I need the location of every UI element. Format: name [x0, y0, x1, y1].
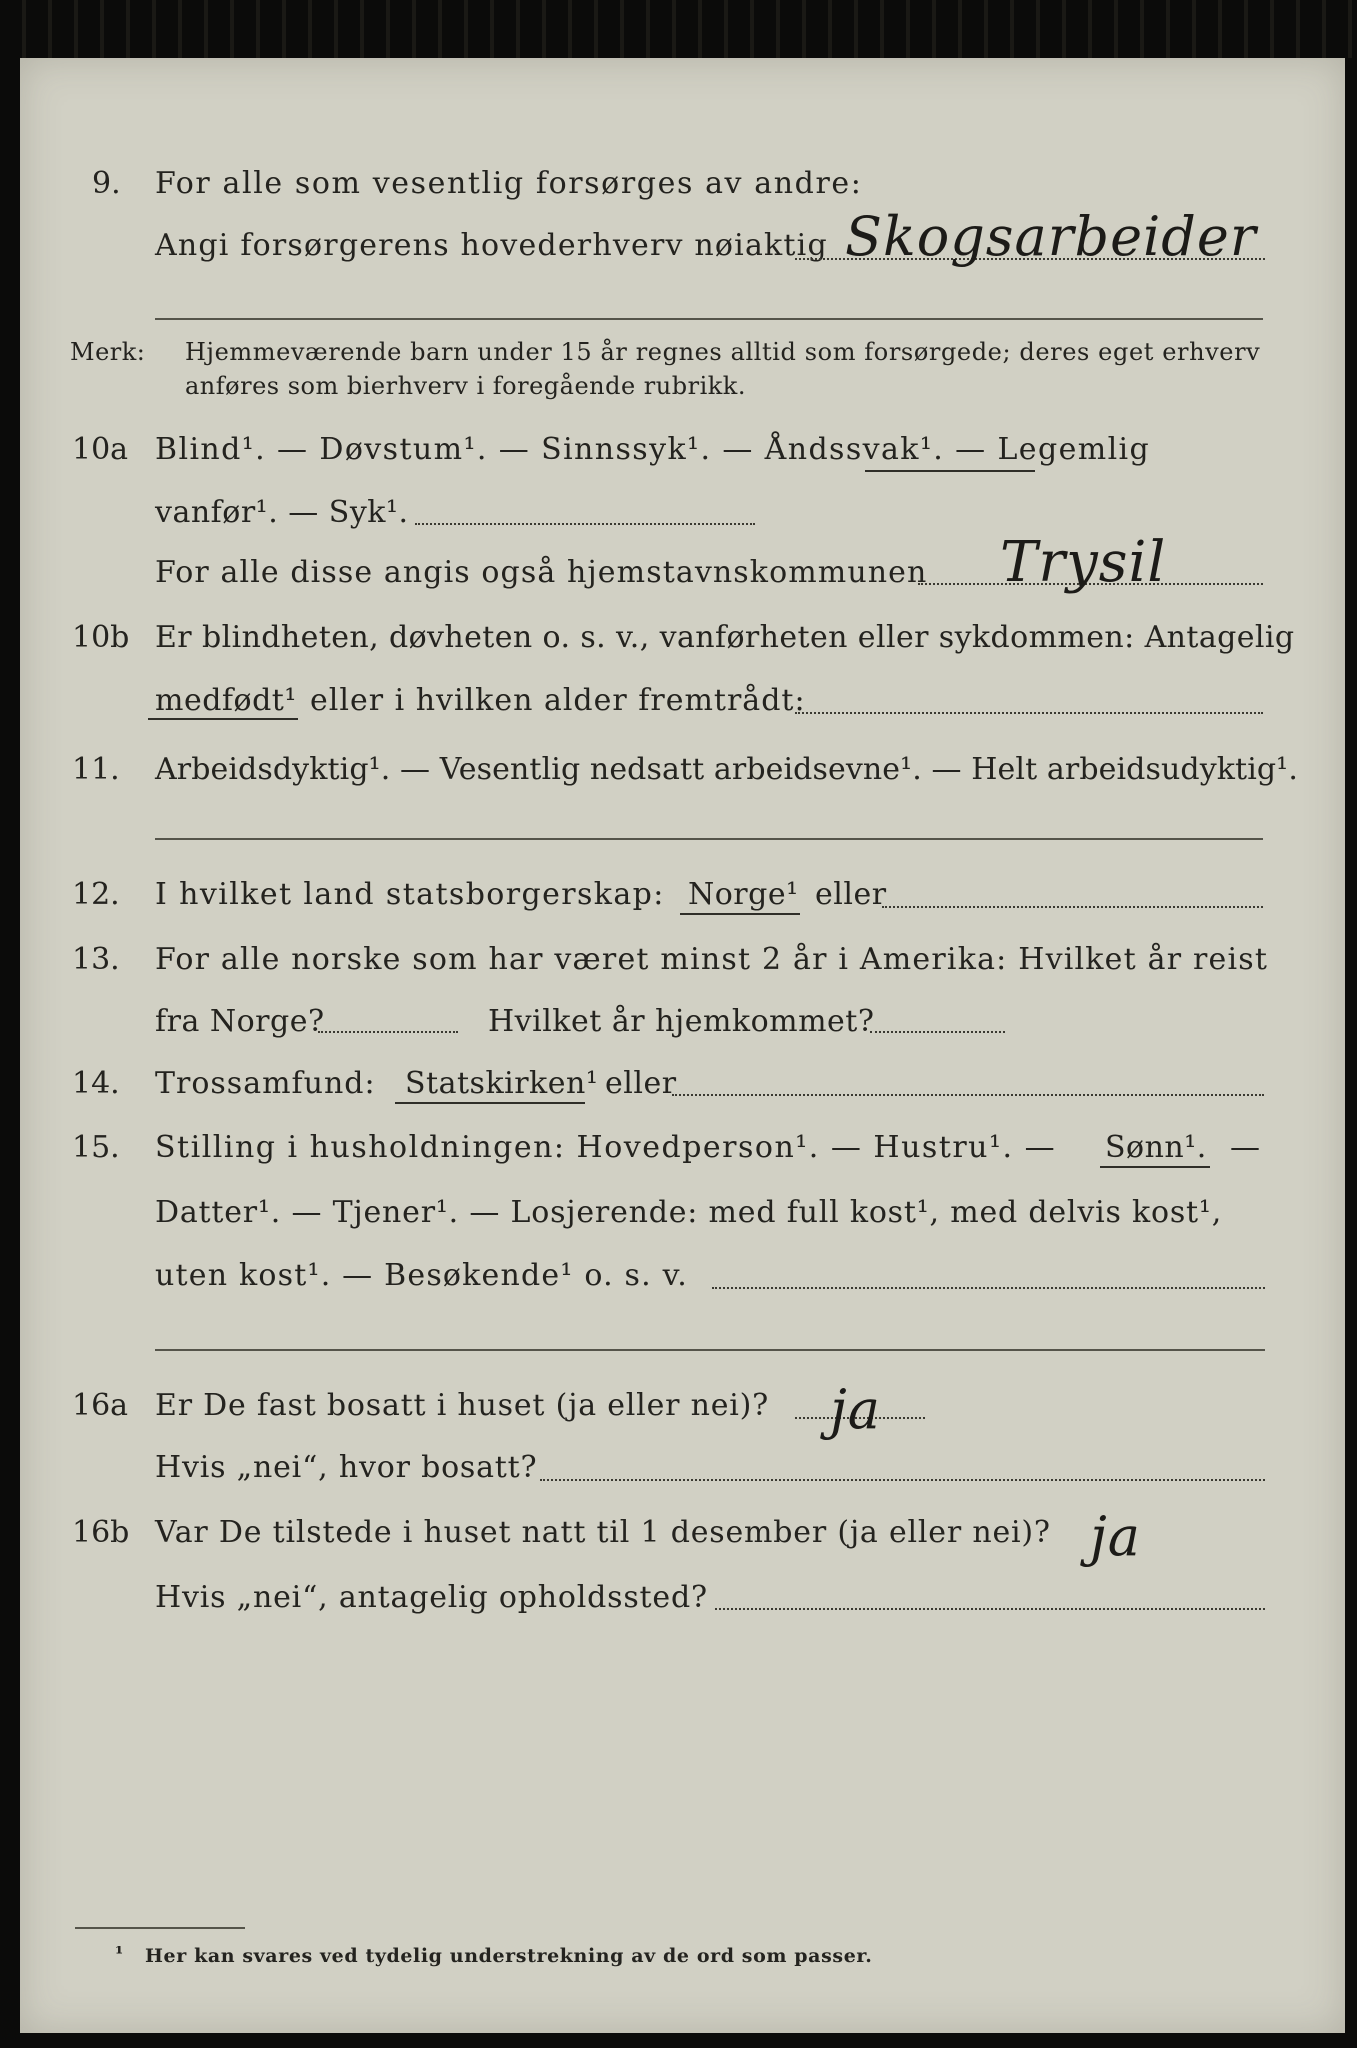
q15-line2: Datter¹. — Tjener¹. — Losjerende: med full kost¹, med delvis kost¹,: [155, 1195, 1223, 1230]
scan-top-border: [0, 0, 1357, 58]
q10b-line1: Er blindheten, døvheten o. s. v., vanførheten eller sykdommen: Antagelig: [155, 620, 1295, 655]
q10a-andssvak-underline: [865, 470, 1035, 472]
q16a-bosatt-dots: [540, 1479, 1265, 1481]
q13-line1: For alle norske som har været minst 2 år i Amerika: Hvilket år reist: [155, 942, 1269, 977]
q9-line1: For alle som vesentlig forsørges av andre:: [155, 166, 863, 201]
q15-sonn-underline: [1100, 1166, 1210, 1168]
q13-line2b: Hvilket år hjemkommet?: [488, 1004, 875, 1039]
q16b-opholdssted-dots: [715, 1608, 1265, 1610]
q12-norge-underline: [680, 913, 800, 915]
q15-extra-line: [155, 1349, 1265, 1351]
q10a-line1: Blind¹. — Døvstum¹. — Sinnssyk¹. — Åndssvak¹. — Legemlig: [155, 432, 1151, 467]
q16b-handwritten-answer: ja: [1090, 1505, 1141, 1568]
footnote-text: Her kan svares ved tydelig understrekning av de ord som passer.: [145, 1945, 873, 1967]
q12-norge: Norge¹: [688, 877, 799, 912]
q9-handwritten-answer: Skogsarbeider: [845, 205, 1257, 268]
q13-line2a: fra Norge?: [155, 1004, 325, 1039]
q14-statskirken: Statskirken¹: [405, 1066, 599, 1101]
q15-line1a: Stilling i husholdningen: Hovedperson¹. — Hustru¹. —: [155, 1130, 1057, 1165]
q15-line1c: —: [1230, 1130, 1261, 1165]
q15-sonn: Sønn¹.: [1105, 1130, 1207, 1165]
q10a-handwritten-answer: Trysil: [1000, 530, 1167, 595]
q10b-medfodt-underline: [148, 718, 298, 720]
q16b-line1: Var De tilstede i huset natt til 1 desember (ja eller nei)?: [155, 1515, 1051, 1550]
q14-answer-dots: [672, 1094, 1264, 1096]
merk-line1: Hjemmeværende barn under 15 år regnes alltid som forsørgede; deres eget erhverv: [185, 338, 1261, 366]
q13-hjemkommet-dots: [870, 1031, 1005, 1033]
q10b-number: 10b: [72, 620, 130, 655]
q16a-line1: Er De fast bosatt i huset (ja eller nei)?: [155, 1388, 770, 1423]
footnote-mark: ¹: [115, 1943, 124, 1965]
q14-statskirken-underline: [395, 1102, 585, 1104]
q15-line3: uten kost¹. — Besøkende¹ o. s. v.: [155, 1258, 688, 1293]
merk-label: Merk:: [70, 338, 146, 366]
q14-text: Trossamfund:: [155, 1066, 376, 1101]
q16b-line2: Hvis „nei“, antagelig opholdssted?: [155, 1580, 708, 1615]
q12-text: I hvilket land statsborgerskap:: [155, 877, 665, 912]
q9-extra-line: [155, 318, 1263, 320]
q10b-answer-dots: [795, 712, 1263, 714]
q14-number: 14.: [72, 1066, 120, 1101]
q11-line1: Arbeidsdyktig¹. — Vesentlig nedsatt arbeidsevne¹. — Helt arbeidsudyktig¹.: [155, 752, 1298, 787]
q9-number: 9.: [92, 166, 121, 201]
q10b-medfodt: medfødt¹: [155, 683, 297, 718]
q16b-number: 16b: [72, 1515, 130, 1550]
q15-number: 15.: [72, 1130, 120, 1165]
q10a-line2: vanfør¹. — Syk¹.: [155, 495, 409, 530]
q9-line2: Angi forsørgerens hovederhverv nøiaktig: [155, 228, 828, 263]
q16a-handwritten-answer: ja: [830, 1378, 881, 1441]
q13-number: 13.: [72, 942, 120, 977]
q10a-number: 10a: [72, 432, 129, 467]
q12-answer-dots: [882, 906, 1263, 908]
q13-reist-dots: [318, 1031, 458, 1033]
footnote-rule: [75, 1927, 245, 1929]
q11-extra-line: [155, 838, 1263, 840]
q16a-line2: Hvis „nei“, hvor bosatt?: [155, 1450, 538, 1485]
q11-number: 11.: [72, 752, 120, 787]
q12-number: 12.: [72, 877, 120, 912]
q10a-syk-dots: [415, 523, 755, 525]
q14-eller: eller: [605, 1066, 677, 1101]
q10b-line2: eller i hvilken alder fremtrådt:: [310, 683, 806, 718]
merk-line2: anføres som bierhverv i foregående rubrikk.: [185, 372, 746, 400]
q10a-line3: For alle disse angis også hjemstavnskommunen: [155, 555, 928, 590]
q16a-number: 16a: [72, 1388, 129, 1423]
q12-eller: eller: [815, 877, 887, 912]
q15-answer-dots: [712, 1287, 1265, 1289]
